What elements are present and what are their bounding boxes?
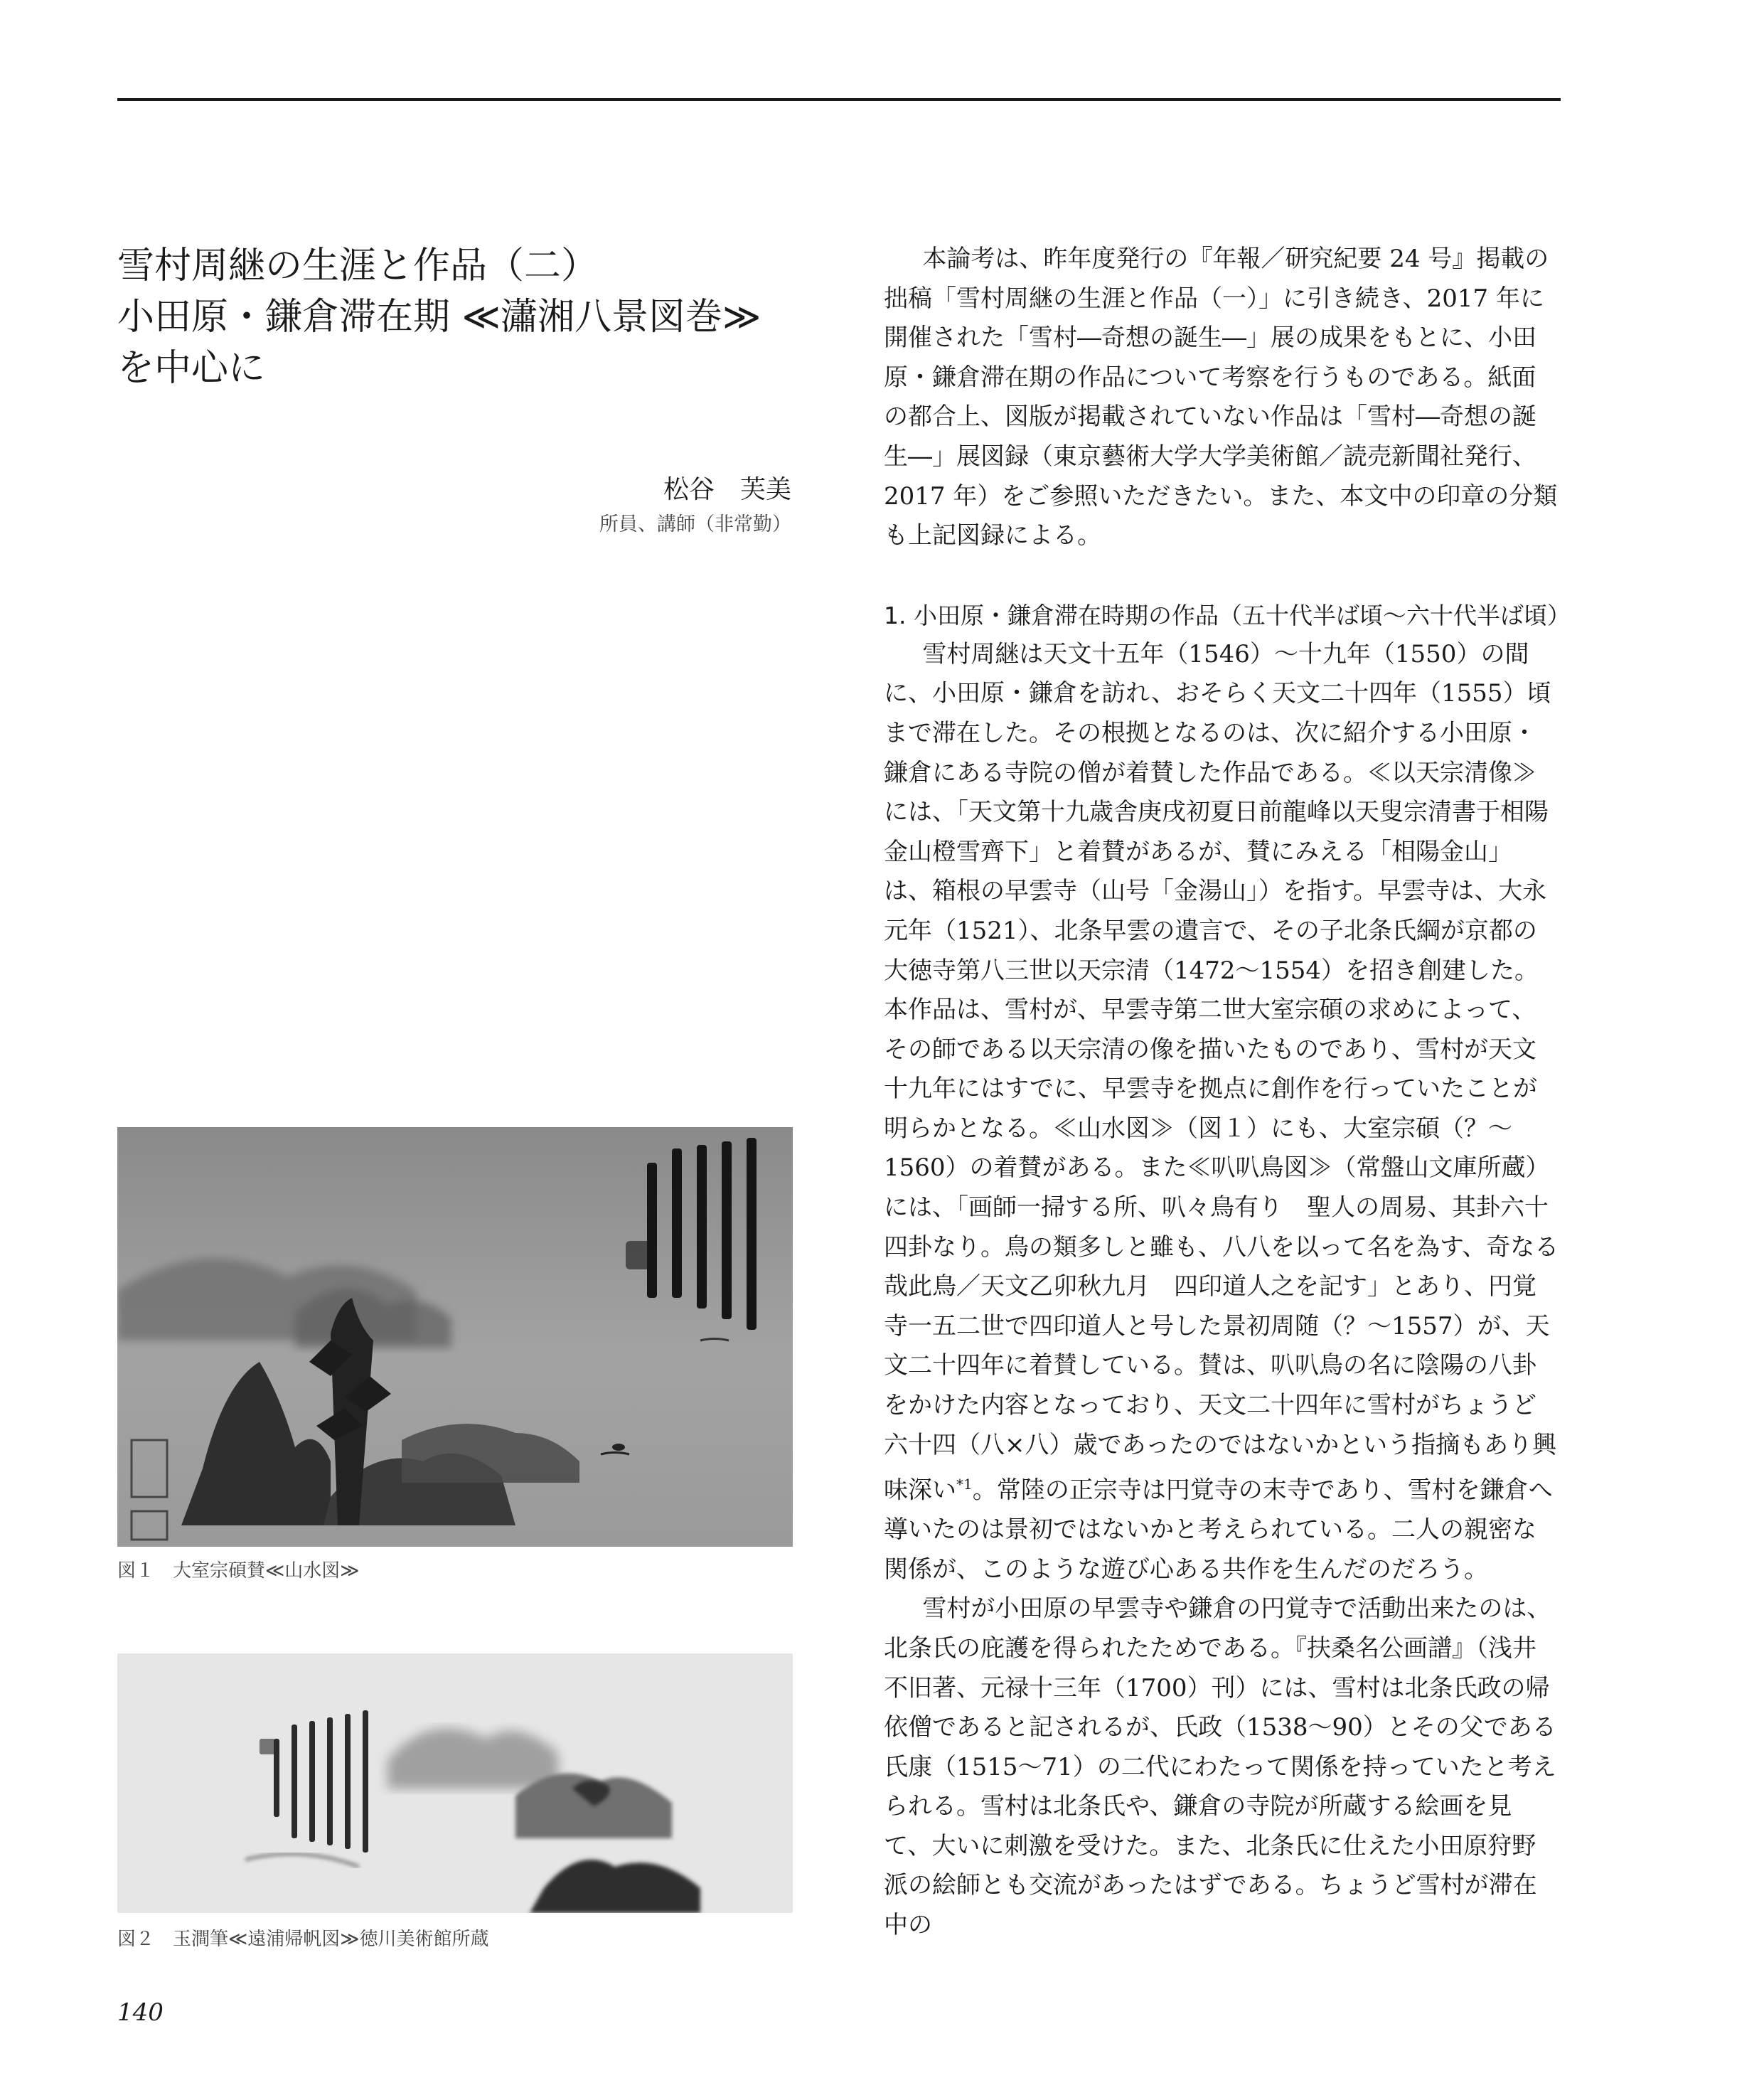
figure-2-caption: 図２ 玉澗筆≪遠浦帰帆図≫徳川美術館所蔵	[117, 1929, 489, 1950]
title-line: を中心に	[117, 347, 266, 390]
paragraph-text: 雪村周継は天文十五年（1546）〜十九年（1550）の間に、小田原・鎌倉を訪れ、おそらく天文二十四年（1555）頃まで滞在した。その根拠となるのは、次に紹介する小田原・鎌倉にある寺院の僧が着賛した作品である。≪以天宗清像≫には、「天文第十九歳舎庚戌初夏日前龍峰以天叟宗清書于相陽金山橙雪齊下」と着賛があるが、賛にみえる「相陽金山」は、箱根の早雲寺（山号「金湯山」）を指す。早雲寺は、大永元年（1521）、北条早雲の遺言で、その子北条氏綱が京都の大徳寺第八三世以天宗清（1472〜1554）を招き創建した。本作品は、雪村が、早雲寺第二世大室宗碩の求めによって、その師である以天宗清の像を描いたものであり、雪村が天文十九年にはすでに、早雲寺を拠点に創作を行っていたことが明らかとなる。≪山水図≫（図１）にも、大室宗碩（？〜1560）の着賛がある。また≪叭叭鳥図≫（常盤山文庫所蔵）には、「画師一掃する所、叭々鳥有り 聖人の周易、其卦六十四卦なり。鳥の類多しと雖も、八八を以って名を為す、奇なる哉此鳥／天文乙卯秋九月 四印道人之を記す」とあり、円覚寺一五二世で四印道人と号した景初周随（？〜1557）が、天文二十四年に着賛している。賛は、叭叭鳥の名に陰陽の八卦をかけた内容となっており、天文二十四年に雪村がちょうど六十四（八×八）歳であったのではないかという指摘もあり興味深い	[884, 639, 1559, 1505]
intro-paragraph: 本論考は、昨年度発行の『年報／研究紀要 24 号』掲載の拙稿「雪村周継の生涯と作品（一）」に引き続き、2017 年に開催された「雪村―奇想の誕生―」展の成果をもとに、小田原・鎌倉滞在期の作品について考察を行うものである。紙面の都合上、図版が掲載されていない作品は「雪村―奇想の誕生―」展図録（東京藝術大学大学美術館／読売新聞社発行、2017 年）をご参照いただきたい。また、本文中の印章の分類も上記図録による。	[884, 245, 1558, 550]
body-text	[884, 240, 1571, 1946]
body-paragraph: 雪村が小田原の早雲寺や鎌倉の円覚寺で活動出来たのは、北条氏の庇護を得られたためである。『扶桑名公画譜』（浅井不旧著、元禄十三年（1700）刊）には、雪村は北条氏政の帰依僧であると記されるが、氏政（1538〜90）とその父である氏康（1515〜71）の二代にわたって関係を持っていたと考えられる。雪村は北条氏や、鎌倉の寺院が所蔵する絵画を見て、大いに刺激を受けた。また、北条氏に仕えた小田原狩野派の絵師とも交流があったはずである。ちょうど雪村が滞在中の	[884, 1594, 1556, 1940]
title-line: 小田原・鎌倉滞在期 ≪瀟湘八景図巻≫	[117, 296, 761, 339]
footnote-ref: *1	[956, 1476, 973, 1493]
figure-1-image	[117, 1127, 793, 1547]
author-affiliation: 所員、講師（非常勤）	[599, 513, 791, 535]
section-heading: 1. 小田原・鎌倉滞在時期の作品（五十代半ば頃〜六十代半ば頃）	[884, 601, 1571, 629]
figure-1-caption: 図１ 大室宗碩賛≪山水図≫	[117, 1560, 360, 1582]
figure-2-image	[117, 1653, 793, 1913]
header-rule	[117, 98, 1561, 101]
article-title	[117, 240, 828, 394]
paragraph-text: 。常陸の正宗寺は円覚寺の末寺であり、雪村を鎌倉へ導いたのは景初ではないかと考えられている。二人の親密な関係が、このような遊び心ある共作を生んだのだろう。	[884, 1476, 1553, 1584]
title-line: 雪村周継の生涯と作品（二）	[117, 245, 599, 287]
author-name: 松谷 芙美	[663, 475, 791, 504]
page-number: 140	[117, 1998, 164, 2027]
body-paragraph	[884, 635, 1559, 1590]
